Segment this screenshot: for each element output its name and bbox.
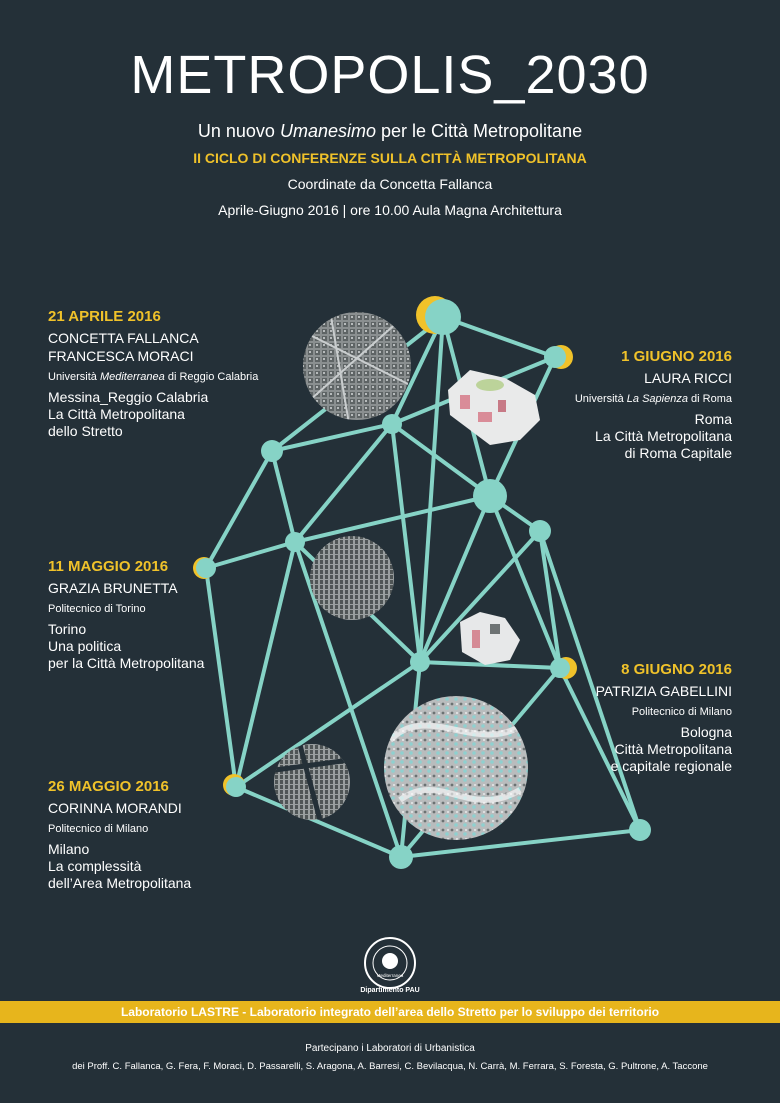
speaker: GRAZIA BRUNETTA: [48, 580, 178, 596]
university-part: Università: [48, 371, 100, 383]
conference-cycle: II CICLO DI CONFERENZE SULLA CITTÀ METROPOLITANA: [193, 150, 587, 166]
torino-map: [310, 536, 394, 620]
university: [48, 371, 308, 383]
network-node: [629, 819, 651, 841]
topic-line: dell’Area Metropolitana: [48, 875, 192, 891]
network-node: [473, 479, 507, 513]
network-edge: [295, 496, 490, 542]
subtitle: [0, 121, 780, 142]
event-date: 8 GIUGNO 2016: [621, 661, 732, 678]
event-2: [472, 348, 732, 462]
subtitle-emphasis: Umanesimo: [279, 121, 376, 141]
network-edge: [392, 424, 420, 662]
speaker: FRANCESCA MORACI: [48, 348, 194, 364]
topic-line: Città Metropolitana: [614, 741, 732, 757]
topic-line: Roma: [694, 411, 732, 427]
network-node: [261, 440, 283, 462]
subtitle-part: per le Città Metropolitane: [375, 121, 583, 141]
topic-line: La complessità: [48, 858, 142, 874]
subtitle-part: Un nuovo: [197, 121, 280, 141]
university-part: Politecnico di Milano: [48, 823, 149, 835]
topic-line: Bologna: [680, 724, 732, 740]
network-node: [285, 532, 305, 552]
topic-line: La Città Metropolitana: [595, 428, 732, 444]
speaker: LAURA RICCI: [644, 370, 732, 386]
university: [48, 823, 308, 835]
topic-line: Messina_Reggio Calabria: [48, 389, 209, 405]
network-node: [425, 299, 461, 335]
network-node: [389, 845, 413, 869]
participants-line: Partecipano i Laboratori di Urbanistica: [305, 1043, 475, 1054]
topic-line: e capitale regionale: [610, 758, 732, 774]
event-date: 26 MAGGIO 2016: [48, 778, 169, 795]
network-edge: [272, 451, 295, 542]
university: [472, 706, 732, 718]
page-title: METROPOLIS_2030: [130, 45, 650, 105]
speaker: CORINNA MORANDI: [48, 800, 182, 816]
professors-line: dei Proff. C. Fallanca, G. Fera, F. Moraci, D. Passarelli, S. Aragona, A. Barresi, C. Bevilacqua, N. Carrà, M. Ferrara, S. Foresta, G. Pultrone, A. Taccone: [72, 1061, 708, 1072]
event-date: 1 GIUGNO 2016: [621, 348, 732, 365]
department: Dipartimento PAU: [360, 987, 420, 994]
schedule: Aprile-Giugno 2016 | ore 10.00 Aula Magna Architettura: [218, 202, 562, 218]
topic-line: per la Città Metropolitana: [48, 655, 205, 671]
coordinator: Coordinate da Concetta Fallanca: [287, 176, 493, 192]
university: [472, 393, 732, 405]
event-5: [48, 778, 308, 892]
seal-text: Mediterranea: [376, 973, 404, 978]
event-1: [48, 308, 308, 440]
university-part: di Reggio Calabria: [164, 371, 259, 383]
event-3: [48, 558, 308, 672]
university-part: di Roma: [687, 393, 732, 405]
topic-line: di Roma Capitale: [624, 445, 732, 461]
topic-line: dello Stretto: [48, 423, 123, 439]
university-part: Politecnico di Torino: [48, 603, 146, 615]
topic-line: Milano: [48, 841, 90, 857]
network-edge: [420, 317, 443, 662]
network-node: [382, 414, 402, 434]
university: [48, 603, 308, 615]
university-emphasis: Mediterranea: [99, 371, 165, 383]
university-seal-icon: [362, 935, 418, 991]
university-emphasis: La Sapienza: [626, 393, 688, 405]
topic-line: La Città Metropolitana: [48, 406, 185, 422]
event-4: [472, 661, 732, 775]
topic-line: Torino: [48, 621, 87, 637]
laboratory-banner: Laboratorio LASTRE - Laboratorio integrato dell’area dello Stretto per lo sviluppo dei territorio: [0, 1001, 780, 1023]
network-node: [410, 652, 430, 672]
speaker: CONCETTA FALLANCA: [48, 330, 199, 346]
event-date: 11 MAGGIO 2016: [48, 558, 169, 575]
network-node: [529, 520, 551, 542]
event-date: 21 APRILE 2016: [48, 308, 161, 325]
roma-detail-map: [460, 612, 520, 665]
reggio-messina-map: [303, 312, 411, 420]
speaker: PATRIZIA GABELLINI: [595, 683, 732, 699]
university-part: Politecnico di Milano: [631, 706, 732, 718]
topic-line: Una politica: [48, 638, 122, 654]
university-part: Università: [574, 393, 627, 405]
